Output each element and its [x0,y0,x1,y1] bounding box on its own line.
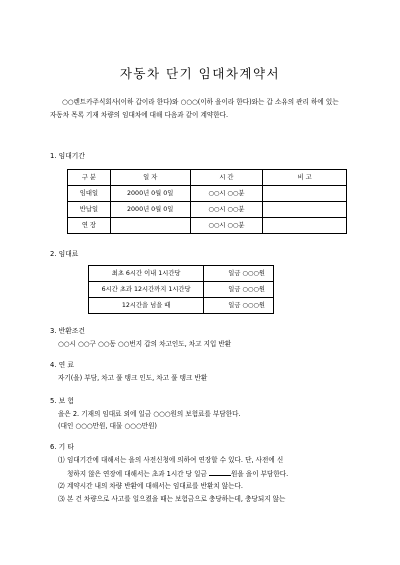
table-header-row [68,170,347,186]
rental-fee-table [88,265,274,314]
row-note [263,202,347,218]
return-terms: ○○시 ○○구 ○○동 ○○번지 갑의 차고인도, 차고 지입 반환 [58,340,232,348]
item-number: ⑶ [58,495,65,503]
item-number: ⑴ [58,456,65,464]
row-time: ○○시 ○○분 [190,202,263,218]
other-item-3 [58,495,353,503]
section-rental-period-heading: 1. 임대기간 [50,152,85,160]
row-note [263,218,347,234]
fee-amount: 일금 ○○○원 [204,266,274,282]
item-text: 계약시간 내의 차량 반환에 대해서는 임대료를 반환치 않는다. [67,482,244,490]
item-text: 원을 을이 부담한다. [231,470,289,478]
header-cell: 시 간 [190,170,263,186]
section-return-heading: 3. 반환조건 [50,327,85,335]
row-date: 2000년 0월 0일 [110,202,190,218]
section-other-heading: 6. 기 타 [50,443,74,451]
table-row [68,202,347,218]
fee-amount: 일금 ○○○원 [204,298,274,314]
rental-period-table [67,169,347,234]
table-row [89,282,274,298]
item-text: 본 건 차량으로 사고를 일으켰을 때는 보험금으로 충당하는데, 충당되지 않는 [67,495,286,503]
section-insurance-heading: 5. 보 험 [50,397,74,405]
table-row [89,298,274,314]
item-number: ⑵ [58,482,65,490]
table-row [89,266,274,282]
table-row [68,218,347,234]
header-cell: 구 분 [68,170,111,186]
row-date: 2000년 0월 0일 [110,186,190,202]
amount-blank [209,469,231,476]
row-note [263,186,347,202]
header-cell: 비 고 [263,170,347,186]
row-label: 임대일 [68,186,111,202]
fee-condition: 6시간 초과 12시간까지 1시간당 [89,282,204,298]
insurance-terms: 을은 2. 기재의 임대료 외에 일금 ○○○원의 보험료를 부담한다. [58,410,241,418]
header-cell: 일 자 [110,170,190,186]
insurance-coverage: (대인 ○○○만원, 대물 ○○○만원) [58,422,158,430]
row-time: ○○시 ○○분 [190,186,263,202]
other-item-1-continued [67,469,362,478]
item-text: 임대기간에 대해서는 을의 사전신청에 의하여 연장할 수 있다. 단, 사전에 신 [67,456,284,464]
other-item-2 [58,482,353,490]
row-label: 반납일 [68,202,111,218]
fuel-terms: 자기(을) 부담, 차고 풀 탱크 인도, 차고 풀 탱크 반환 [58,374,208,382]
fee-amount: 일금 ○○○원 [204,282,274,298]
table-row [68,186,347,202]
row-time: ○○시 ○○분 [190,218,263,234]
document-title: 자동차 단기 임대차계약서 [119,66,281,81]
fee-condition: 12시간을 넘을 때 [89,298,204,314]
intro-paragraph: ○○렌트카주식회사(이하 갑이라 한다)와 ○○○(이하 을이라 한다)와는 갑 소유의 관리 하에 있는 자동차 목록 기재 차량의 임대차에 대해 다음과 같이 계약한다. [50,98,339,119]
fee-condition: 최초 6시간 이내 1시간당 [89,266,204,282]
item-text: 청하지 않은 연장에 대해서는 초과 1시간 당 일금 [67,470,207,478]
section-rental-fee-heading: 2. 임대료 [50,250,79,258]
section-fuel-heading: 4. 연 료 [50,361,74,369]
row-date [110,218,190,234]
other-item-1 [58,456,353,464]
row-label: 연 장 [68,218,111,234]
